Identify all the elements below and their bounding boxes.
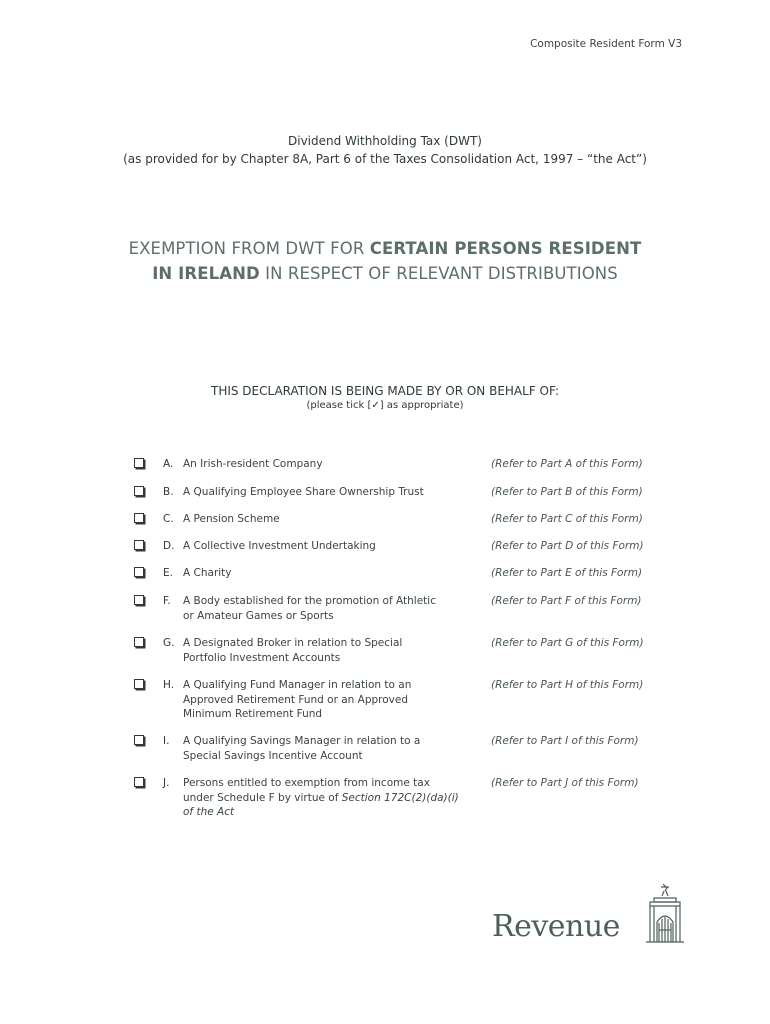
option-reference: (Refer to Part H of this Form) [491, 679, 644, 691]
declaration-title: THIS DECLARATION IS BEING MADE BY OR ON BEHALF OF: [210, 384, 559, 398]
option-reference: (Refer to Part G of this Form) [491, 637, 644, 649]
option-letter: A. [163, 458, 174, 470]
revenue-logo [492, 882, 692, 952]
option-line: Minimum Retirement Fund [183, 708, 323, 720]
option-letter: G. [163, 637, 175, 649]
checkbox-h[interactable] [134, 679, 144, 689]
checkbox-c[interactable] [134, 513, 144, 523]
option-line [183, 805, 463, 820]
option-line: A Qualifying Savings Manager in relation to a [183, 735, 421, 747]
checkbox-j[interactable] [134, 777, 144, 787]
option-description [183, 566, 463, 581]
option-letter: C. [163, 513, 174, 525]
option-line: Portfolio Investment Accounts [183, 651, 341, 664]
option-letter: B. [163, 486, 174, 498]
tax-title-line-2: (as provided for by Chapter 8A, Part 6 of the Taxes Consolidation Act, 1997 – “the Act”) [123, 152, 647, 166]
section-reference: Section 172C(2)(da)(i) [341, 791, 459, 804]
option-description [183, 485, 463, 500]
form-headline [0, 236, 770, 286]
headline-part-1: EXEMPTION FROM DWT FOR [128, 239, 370, 258]
headline-line-2 [0, 261, 770, 286]
option-letter: D. [163, 540, 175, 552]
checkbox-b[interactable] [134, 486, 144, 496]
option-line: or Amateur Games or Sports [183, 609, 334, 622]
option-letter: H. [163, 679, 175, 691]
act-reference: of the Act [183, 806, 235, 818]
option-line: Approved Retirement Fund or an Approved [183, 693, 409, 706]
option-description [183, 636, 463, 665]
option-reference: (Refer to Part A of this Form) [491, 458, 643, 470]
option-letter: J. [163, 777, 170, 789]
checkbox-e[interactable] [134, 567, 144, 577]
option-description [183, 512, 463, 527]
option-reference: (Refer to Part E of this Form) [491, 567, 643, 579]
option-line: A Designated Broker in relation to Special [183, 637, 403, 649]
tax-title-line-1: Dividend Withholding Tax (DWT) [288, 134, 482, 148]
option-description [183, 539, 463, 554]
option-line: A Pension Scheme [183, 513, 280, 525]
option-description [183, 776, 463, 820]
option-line: A Collective Investment Undertaking [183, 540, 376, 552]
headline-part-2: IN RESPECT OF RELEVANT DISTRIBUTIONS [259, 264, 618, 283]
checkbox-g[interactable] [134, 637, 144, 647]
checkbox-a[interactable] [134, 458, 144, 468]
headline-bold-2: IN IRELAND [152, 264, 260, 283]
option-reference: (Refer to Part B of this Form) [491, 486, 643, 498]
option-line: A Charity [183, 567, 232, 579]
form-id: Composite Resident Form V3 [530, 38, 682, 50]
logo-wordmark: Revenue [492, 909, 620, 944]
option-reference: (Refer to Part C of this Form) [491, 513, 643, 525]
gate-archway-icon [644, 882, 686, 944]
option-description [183, 594, 463, 623]
option-line-text: under Schedule F by virtue of [183, 791, 342, 804]
option-letter: F. [163, 595, 171, 607]
option-letter: I. [163, 735, 170, 747]
option-line: Special Savings Incentive Account [183, 749, 363, 762]
declaration-hint: (please tick [✓] as appropriate) [306, 400, 464, 411]
option-line: An Irish-resident Company [183, 458, 323, 470]
option-description [183, 678, 463, 722]
option-reference: (Refer to Part D of this Form) [491, 540, 644, 552]
option-description [183, 734, 463, 763]
option-line [183, 791, 463, 806]
option-line: A Body established for the promotion of Athletic [183, 595, 436, 607]
option-letter: E. [163, 567, 173, 579]
option-line: A Qualifying Employee Share Ownership Trust [183, 486, 424, 498]
option-line: A Qualifying Fund Manager in relation to an [183, 679, 412, 691]
headline-bold-1: CERTAIN PERSONS RESIDENT [369, 239, 642, 258]
checkbox-f[interactable] [134, 595, 144, 605]
option-line: Persons entitled to exemption from income tax [183, 777, 430, 789]
tax-title [0, 132, 770, 168]
checkbox-i[interactable] [134, 735, 144, 745]
declaration-heading [0, 383, 770, 413]
option-reference: (Refer to Part I of this Form) [491, 735, 639, 747]
option-description [183, 457, 463, 472]
checkbox-d[interactable] [134, 540, 144, 550]
headline-line-1 [0, 236, 770, 261]
option-reference: (Refer to Part J of this Form) [491, 777, 639, 789]
option-reference: (Refer to Part F of this Form) [491, 595, 642, 607]
